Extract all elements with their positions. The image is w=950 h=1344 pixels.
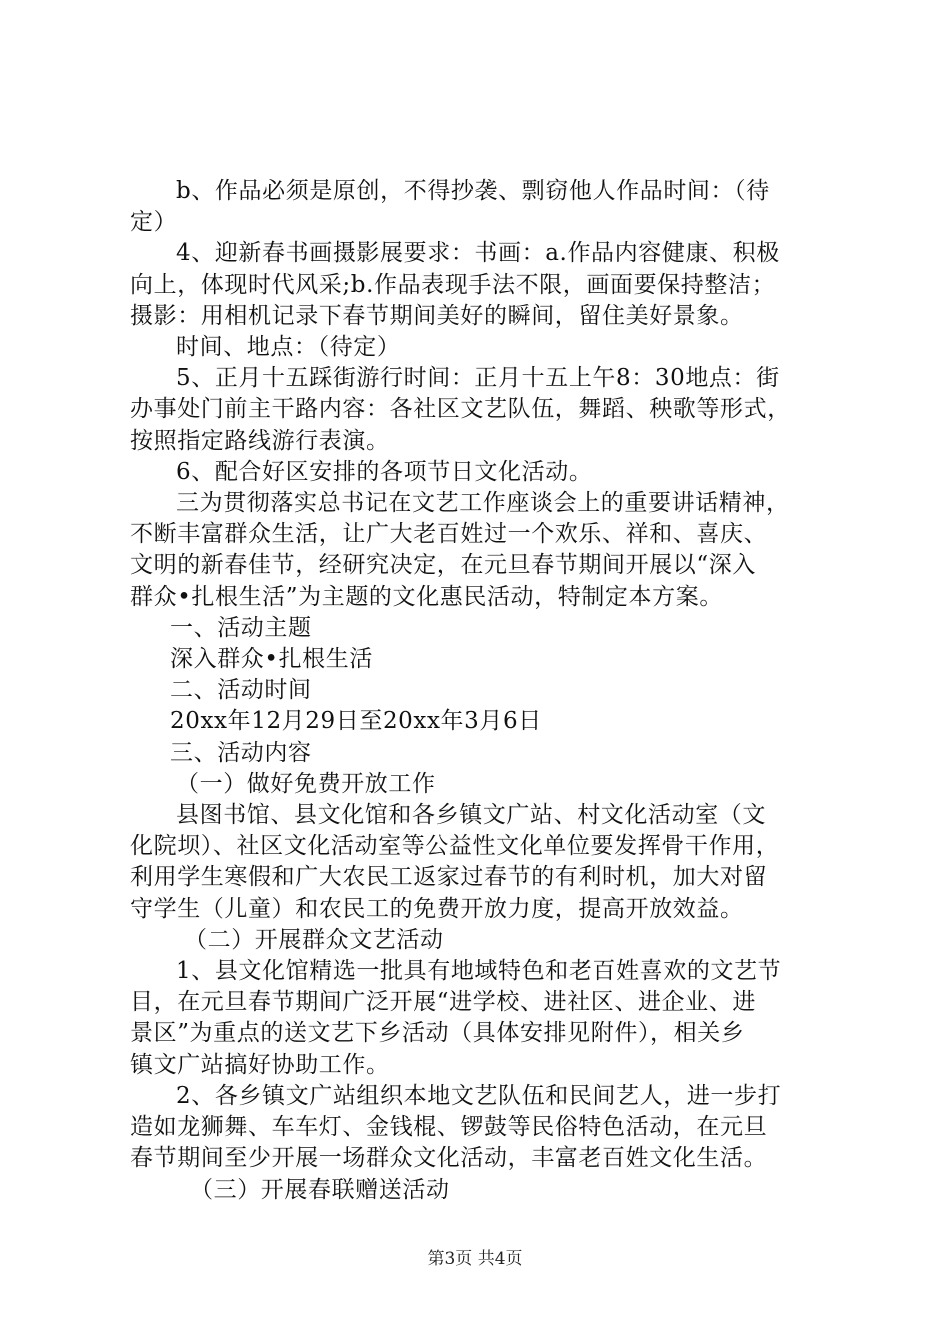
text-line: 2、各乡镇文广站组织本地文艺队伍和民间艺人，进一步打 [176, 1082, 782, 1109]
subsection-heading: （三）开展春联赠送活动 [190, 1176, 450, 1203]
text-line: 4、迎新春书画摄影展要求：书画：a.作品内容健康、积极 [176, 240, 780, 267]
text-line: 时间、地点：（待定） [176, 334, 401, 361]
text-line: 定） [130, 209, 178, 236]
text-line: 6、配合好区安排的各项节日文化活动。 [176, 458, 593, 485]
text-line: 景区”为重点的送文艺下乡活动（具体安排见附件），相关乡 [130, 1020, 745, 1047]
section-heading: 二、活动时间 [170, 677, 312, 704]
subsection-heading: （二）开展群众文艺活动 [184, 926, 444, 953]
subsection-heading: （一）做好免费开放工作 [176, 770, 436, 797]
text-line: b、作品必须是原创，不得抄袭、剽窃他人作品时间：（待 [176, 178, 770, 204]
text-line: 不断丰富群众生活，让广大老百姓过一个欢乐、祥和、喜庆、 [130, 521, 768, 548]
section-heading: 三、活动内容 [170, 739, 312, 766]
text-line: 办事处门前主干路内容：各社区文艺队伍，舞蹈、秧歌等形式， [130, 396, 791, 423]
page-footer: 第3页 共4页 [427, 1249, 523, 1269]
text-line: 向上，体现时代风采;b.作品表现手法不限，画面要保持整洁； [130, 271, 776, 298]
text-line: 三为贯彻落实总书记在文艺工作座谈会上的重要讲话精神， [176, 490, 790, 517]
text-line: 1、县文化馆精选一批具有地域特色和老百姓喜欢的文艺节 [176, 958, 782, 985]
text-line: 镇文广站搞好协助工作。 [130, 1051, 390, 1078]
text-line: 利用学生寒假和广大农民工返家过春节的有利时机，加大对留 [130, 864, 768, 891]
text-line: 目，在元旦春节期间广泛开展“进学校、进社区、进企业、进 [130, 989, 756, 1016]
text-line: 春节期间至少开展一场群众文化活动，丰富老百姓文化生活。 [130, 1145, 768, 1172]
text-line: 5、正月十五踩街游行时间：正月十五上午8：30地点：街 [176, 365, 780, 392]
text-line: 守学生（儿童）和农民工的免费开放力度，提高开放效益。 [130, 895, 744, 922]
text-line: 文明的新春佳节，经研究决定，在元旦春节期间开展以“深入 [130, 552, 756, 579]
text-line: 深入群众•扎根生活 [170, 646, 373, 673]
text-line: 按照指定路线游行表演。 [130, 427, 390, 454]
text-line: 20xx年12月29日至20xx年3月6日 [170, 708, 542, 735]
text-line: 化院坝）、社区文化活动室等公益性文化单位要发挥骨干作用， [130, 833, 780, 860]
section-heading: 一、活动主题 [170, 614, 312, 641]
text-line: 群众•扎根生活”为主题的文化惠民活动，特制定本方案。 [130, 583, 723, 610]
text-line: 摄影：用相机记录下春节期间美好的瞬间，留住美好景象。 [130, 302, 744, 329]
text-line: 造如龙狮舞、车车灯、金钱棍、锣鼓等民俗特色活动，在元旦 [130, 1114, 768, 1141]
document-body [130, 176, 835, 1206]
text-line: 县图书馆、县文化馆和各乡镇文广站、村文化活动室（文 [176, 802, 766, 829]
